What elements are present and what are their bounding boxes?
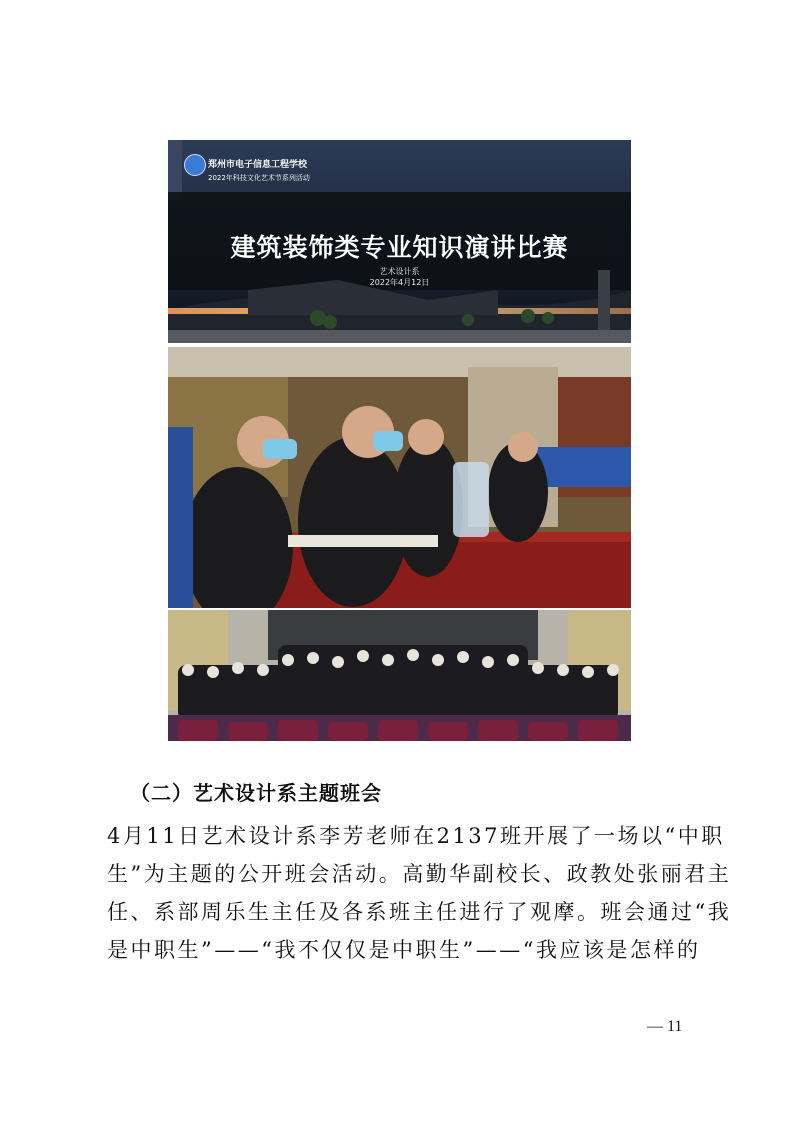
paragraph-line: 是中职生”——“我不仅仅是中职生”——“我应该是怎样的 (107, 938, 701, 962)
banner-department: 艺术设计系 (379, 267, 420, 276)
group-photo (168, 610, 631, 741)
paragraph-line: 4月11日艺术设计系李芳老师在2137班开展了一场以“中职 (107, 824, 725, 848)
school-name: 郑州市电子信息工程学校 (208, 160, 308, 170)
paragraph-line: 任、系部周乐生主任及各系班主任进行了观摩。班会通过“我 (107, 900, 732, 924)
school-logo-icon (184, 154, 206, 176)
banner-title: 建筑装饰类专业知识演讲比赛 (230, 233, 569, 262)
section-heading: （二）艺术设计系主题班会 (130, 781, 382, 805)
event-banner-photo (168, 140, 631, 343)
paragraph-line: 生”为主题的公开班会活动。高勤华副校长、政教处张丽君主 (107, 862, 732, 886)
page-number: — 11 (647, 1018, 683, 1035)
event-series: 2022年科技文化艺术节系列活动 (208, 174, 310, 182)
judges-photo (168, 347, 631, 608)
banner-date: 2022年4月12日 (369, 278, 430, 287)
